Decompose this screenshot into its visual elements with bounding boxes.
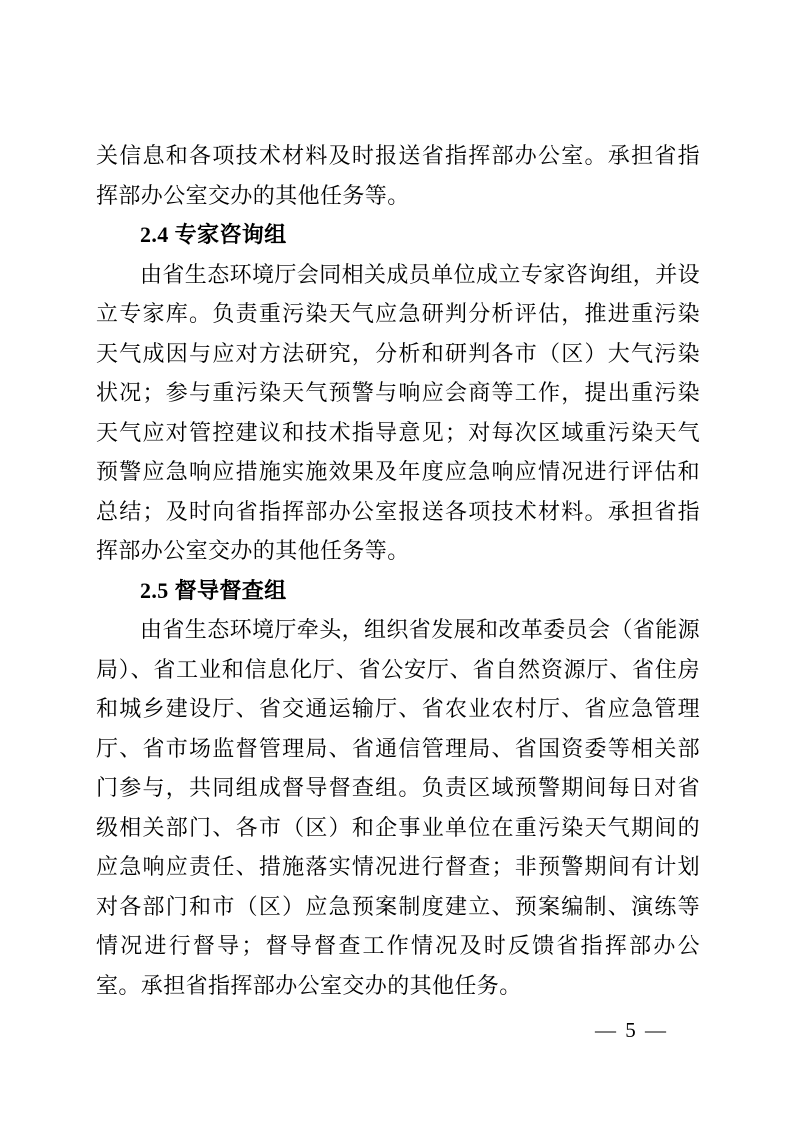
paragraph-supervision-inspection-group: 由省生态环境厅牵头，组织省发展和改革委员会（省能源局）、省工业和信息化厅、省公安厅、省自然资源厅、省住房和城乡建设厅、省交通运输厅、省农业农村厅、省应急管理厅、省市场监督管理局、省通信管理局、省国资委等相关部门参与，共同组成督导督查组。负责区域预警期间每日对省级相关部门、各市（区）和企事业单位在重污染天气期间的应急响应责任、措施落实情况进行督查；非预警期间有计划对各部门和市（区）应急预案制度建立、预案编制、演练等情况进行督导；督导督查工作情况及时反馈省指挥部办公室。承担省指挥部办公室交办的其他任务。 <box>96 617 701 998</box>
paragraph-continuation: 关信息和各项技术材料及时报送省指挥部办公室。承担省指挥部办公室交办的其他任务等。 <box>96 143 700 208</box>
document-body <box>96 136 700 1005</box>
paragraph-expert-consultation-group: 由省生态环境厅会同相关成员单位成立专家咨询组，并设立专家库。负责重污染天气应急研判分析评估，推进重污染天气成因与应对方法研究，分析和研判各市（区）大气污染状况；参与重污染天气预警与响应会商等工作，提出重污染天气应对管控建议和技术指导意见；对每次区域重污染天气预警应急响应措施实施效果及年度应急响应情况进行评估和总结；及时向省指挥部办公室报送各项技术材料。承担省指挥部办公室交办的其他任务等。 <box>96 261 701 563</box>
section-heading-2-4: 2.4 专家咨询组 <box>140 222 287 247</box>
section-heading-2-5: 2.5 督导督查组 <box>140 577 287 603</box>
page-number: — 5 — <box>595 1018 668 1042</box>
